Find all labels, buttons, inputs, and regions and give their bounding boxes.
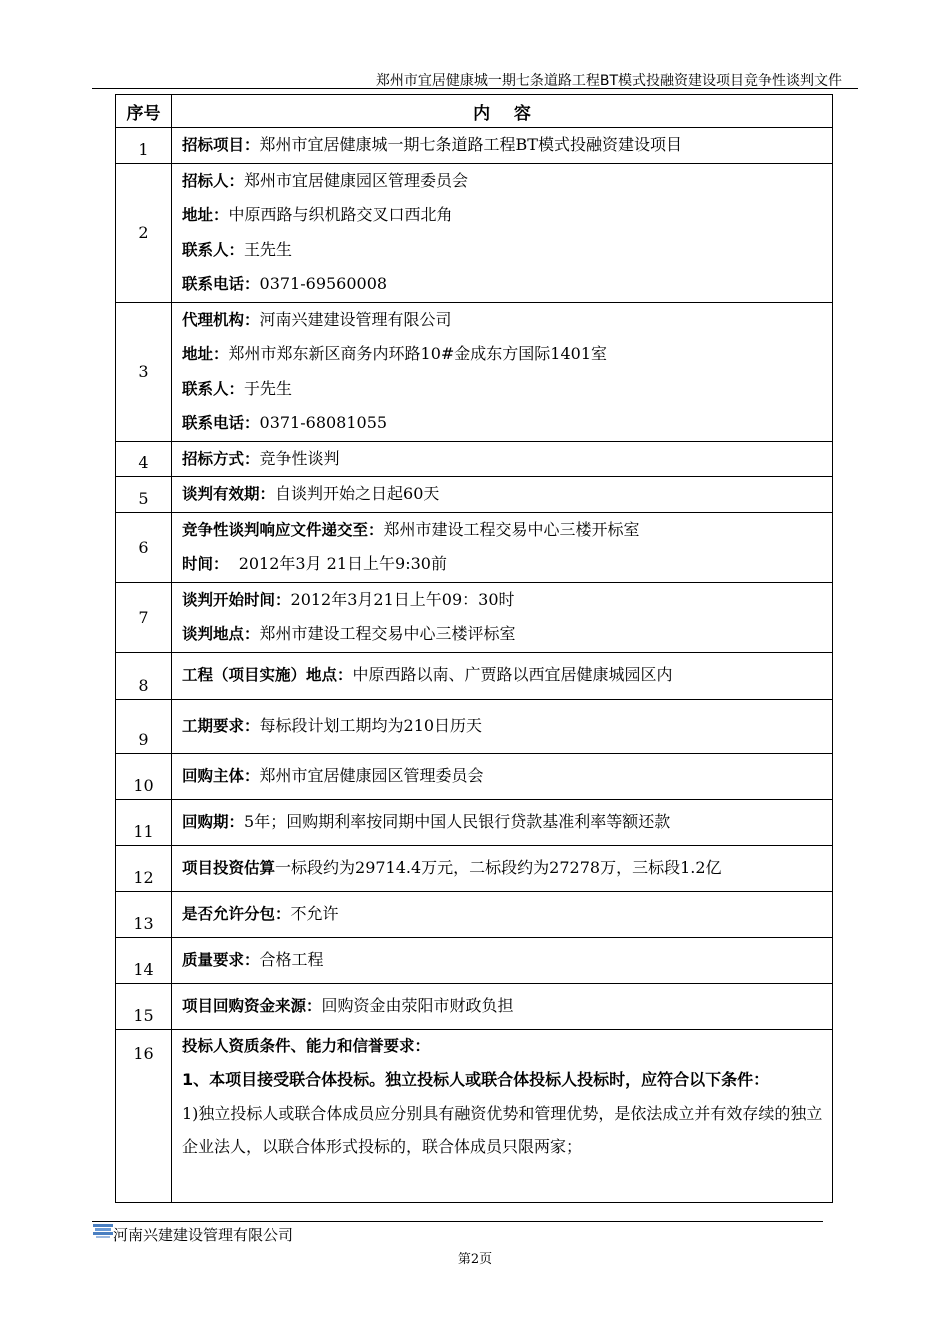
table-row — [116, 983, 833, 1029]
field-label: 招标项目： — [182, 136, 260, 154]
field-label: 时间： — [182, 555, 229, 573]
row-number: 7 — [116, 582, 172, 652]
field-label: 回购主体： — [182, 766, 260, 785]
row-number: 4 — [116, 441, 172, 477]
column-header-content: 内 容 — [172, 95, 833, 128]
row-number: 10 — [116, 753, 172, 799]
row-content — [172, 891, 833, 937]
row-number: 15 — [116, 983, 172, 1029]
header-title: 郑州市宜居健康城一期七条道路工程BT模式投融资建设项目竞争性谈判文件 — [375, 73, 842, 89]
footer-rule — [92, 1221, 823, 1222]
row-number: 8 — [116, 652, 172, 699]
field-value: 郑州市宜居健康园区管理委员会 — [259, 765, 484, 785]
field-label: 招标方式： — [182, 449, 260, 468]
field-value: 郑州市宜居健康园区管理委员会 — [244, 170, 469, 190]
field-label: 回购期： — [182, 812, 245, 831]
field-label: 代理机构： — [182, 310, 260, 329]
field-label: 质量要求： — [182, 950, 260, 969]
column-header-number: 序号 — [116, 95, 172, 128]
qualification-paragraph-2: 1)独立投标人或联合体成员应分别具有融资优势和管理优势，是依法成立并有效存续的独立企业法人，以联合体形式投标的，联合体成员只限两家； — [182, 1103, 823, 1156]
field-label: 竞争性谈判响应文件递交至： — [182, 520, 384, 539]
row-content — [172, 512, 833, 582]
row-content — [172, 477, 833, 513]
row-content — [172, 582, 833, 652]
table-row — [116, 1029, 833, 1202]
field-value: 竞争性谈判 — [259, 448, 340, 468]
field-label: 谈判有效期： — [182, 485, 276, 503]
row-content — [172, 799, 833, 845]
qualification-heading: 投标人资质条件、能力和信誉要求： — [182, 1036, 431, 1055]
field-label: 工期要求： — [182, 716, 260, 735]
field-label: 联系电话： — [182, 275, 260, 293]
row-content — [172, 128, 833, 164]
row-content — [172, 753, 833, 799]
field-value: 河南兴建建设管理有限公司 — [259, 309, 452, 329]
field-value: 不允许 — [290, 903, 339, 923]
field-value: 郑州市建设工程交易中心三楼开标室 — [383, 519, 640, 539]
table-row — [116, 845, 833, 891]
field-value: 每标段计划工期均为210日历天 — [259, 715, 483, 735]
company-logo-icon — [92, 1223, 114, 1239]
field-value: 于先生 — [244, 378, 293, 398]
row-content — [172, 163, 833, 302]
table-row — [116, 477, 833, 513]
field-value: 王先生 — [244, 239, 293, 259]
field-value: 郑州市建设工程交易中心三楼评标室 — [259, 624, 516, 643]
row-number: 9 — [116, 699, 172, 753]
table-row — [116, 128, 833, 164]
table-row — [116, 799, 833, 845]
footer-company-name: 河南兴建建设管理有限公司 — [113, 1226, 294, 1244]
table-header-row — [116, 95, 833, 128]
table-row — [116, 652, 833, 699]
field-value: 合格工程 — [259, 949, 324, 969]
row-content — [172, 937, 833, 983]
field-label: 联系电话： — [182, 414, 260, 432]
row-number: 3 — [116, 302, 172, 441]
qualification-paragraph-1: 1、本项目接受联合体投标。独立投标人或联合体投标人投标时，应符合以下条件： — [182, 1070, 770, 1089]
row-content — [172, 302, 833, 441]
table-row — [116, 441, 833, 477]
field-value: 0371-68081055 — [259, 413, 388, 432]
field-label: 招标人： — [182, 171, 245, 190]
field-label: 是否允许分包： — [182, 904, 291, 923]
field-value: 5年；回购期利率按同期中国人民银行贷款基准利率等额还款 — [244, 811, 671, 831]
page-number: 第2页 — [457, 1252, 493, 1267]
field-value: 2012年3月 21日上午9:30前 — [228, 554, 447, 573]
row-content — [172, 652, 833, 699]
field-label: 项目回购资金来源： — [182, 996, 322, 1015]
field-label: 工程（项目实施）地点： — [182, 666, 353, 685]
field-label: 项目投资估算 — [182, 858, 276, 877]
field-value: 中原西路与织机路交叉口西北角 — [228, 205, 453, 224]
row-number: 16 — [116, 1029, 172, 1202]
field-value: 一标段约为29714.4万元，二标段约为27278万，三标段1.2亿 — [275, 857, 722, 877]
table-row — [116, 699, 833, 753]
field-label: 联系人： — [182, 240, 245, 259]
row-number: 5 — [116, 477, 172, 513]
row-number: 12 — [116, 845, 172, 891]
field-value: 自谈判开始之日起60天 — [275, 484, 440, 503]
table-row — [116, 582, 833, 652]
row-number: 13 — [116, 891, 172, 937]
field-value: 郑州市郑东新区商务内环路10#金成东方国际1401室 — [228, 344, 608, 363]
row-content — [172, 845, 833, 891]
row-number: 1 — [116, 128, 172, 164]
row-content — [172, 441, 833, 477]
field-value: 回购资金由荥阳市财政负担 — [321, 995, 514, 1015]
bid-info-table — [115, 94, 833, 1203]
field-label: 地址： — [182, 206, 229, 224]
row-number: 2 — [116, 163, 172, 302]
row-number: 14 — [116, 937, 172, 983]
field-label: 地址： — [182, 345, 229, 363]
row-number: 11 — [116, 799, 172, 845]
field-value: 郑州市宜居健康城一期七条道路工程BT模式投融资建设项目 — [259, 135, 682, 154]
table-row — [116, 937, 833, 983]
table-row — [116, 512, 833, 582]
table-row — [116, 163, 833, 302]
row-content — [172, 983, 833, 1029]
table-row — [116, 753, 833, 799]
field-label: 谈判开始时间： — [182, 590, 291, 609]
field-label: 谈判地点： — [182, 625, 260, 643]
field-value: 中原西路以南、广贾路以西宜居健康城园区内 — [352, 665, 673, 685]
table-row — [116, 302, 833, 441]
row-number: 6 — [116, 512, 172, 582]
field-label: 联系人： — [182, 379, 245, 398]
field-value: 0371-69560008 — [259, 274, 388, 293]
field-value: 2012年3月21日上午09：30时 — [290, 589, 515, 609]
row-content — [172, 1029, 833, 1202]
row-content — [172, 699, 833, 753]
header-rule — [92, 88, 858, 89]
table-row — [116, 891, 833, 937]
